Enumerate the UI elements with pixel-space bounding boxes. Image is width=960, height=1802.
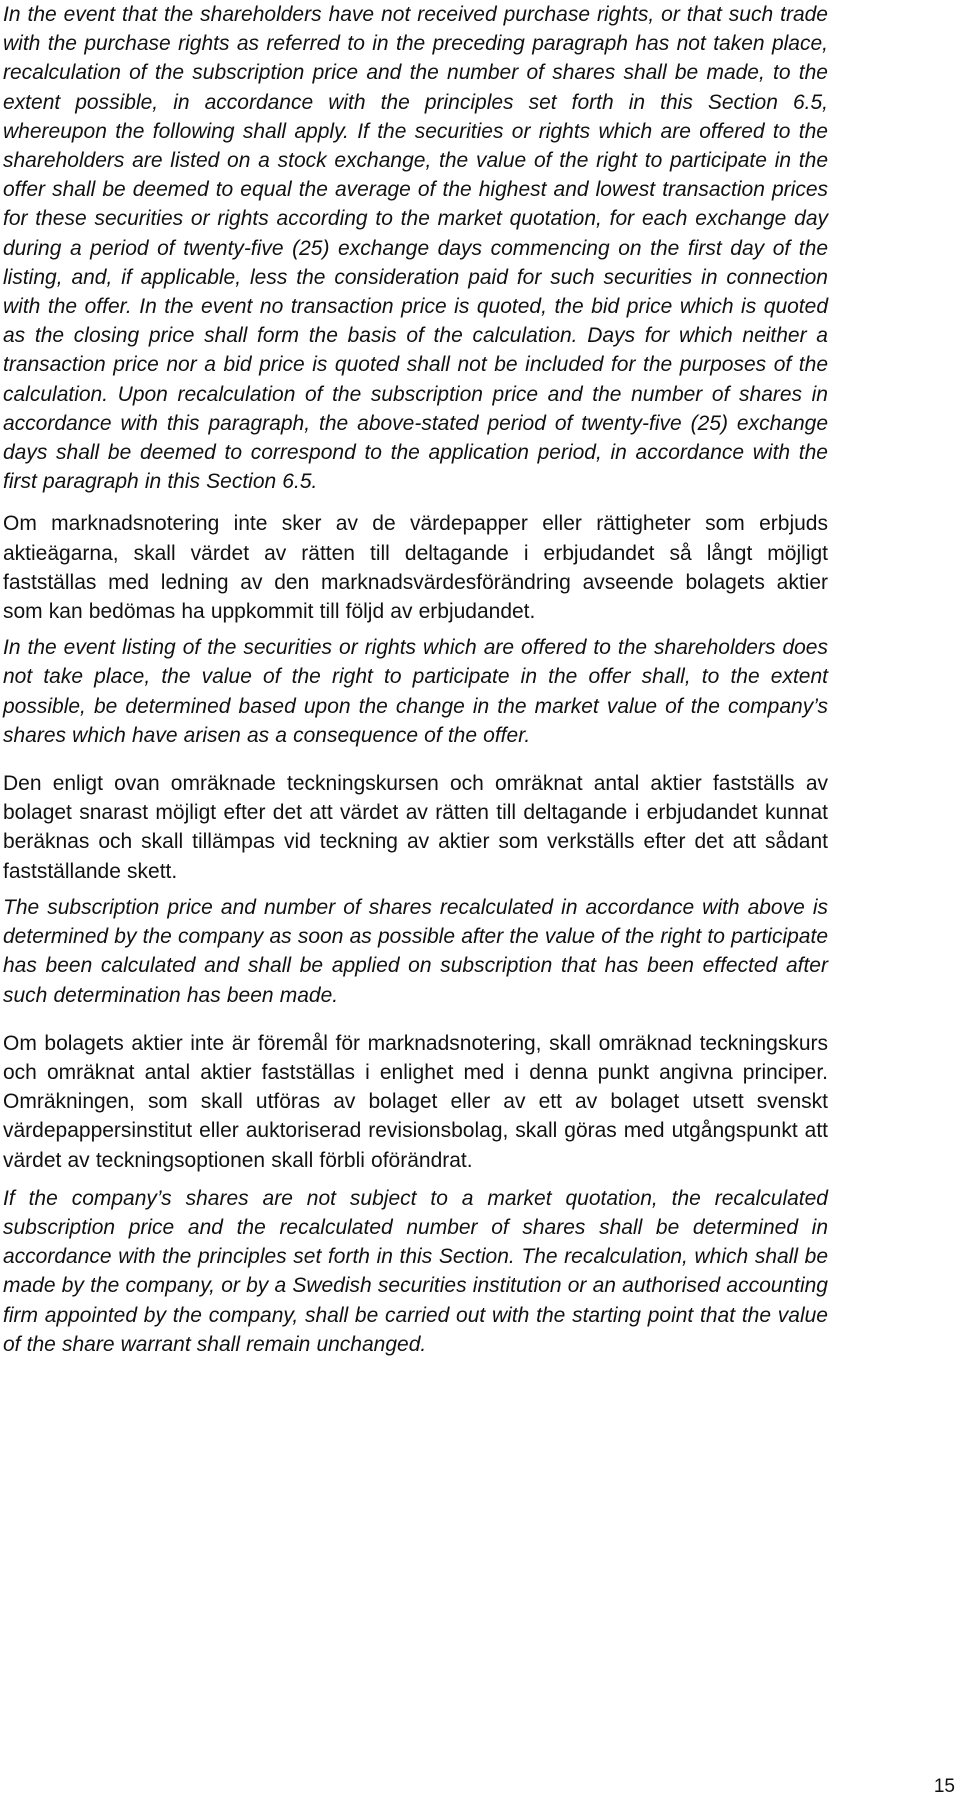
paragraph-english-recalculation-purchase-rights: In the event that the shareholders have not received purchase rights, or that such trade with the purchase rights as referred to in the preceding paragraph has not taken place, recalculation of the subscription price and the number of shares shall be made, to the extent possible, in accordance with the principles set forth in this Section 6.5, whereupon the following shall apply. If the securities or rights which are offered to the shareholders are listed on a stock exchange, the value of the right to participate in the offer shall be deemed to equal the average of the highest and lowest transaction prices for these securities or rights according to the market quotation, for each exchange day during a period of twenty-five (25) exchange days commencing on the first day of the listing, and, if applicable, less the consideration paid for such securities in connection with the offer. In the event no transaction price is quoted, the bid price which is quoted as the closing price shall form the basis of the calculation. Days for which neither a transaction price nor a bid price is quoted shall not be included for the purposes of the calculation. Upon recalculation of the subscription price and the number of shares in accordance with this paragraph, the above-stated period of twenty-five (25) exchange days shall be deemed to correspond to the application period, in accordance with the first paragraph in this Section 6.5. xyxy=(3,3,828,494)
page-number: 15 xyxy=(933,1776,955,1797)
paragraph-english-recalculated-price-determination: The subscription price and number of shares recalculated in accordance with above is determined by the company as soon as possible after the value of the right to participate has been calculated and shall be applied on subscription that has been effected after such determination has been made. xyxy=(3,895,828,1007)
paragraph-english-no-market-quotation: If the company’s shares are not subject to a market quotation, the recalculated subscription price and the recalculated number of shares shall be determined in accordance with the principles set forth in this Section. The recalculation, which shall be made by the company, or by a Swedish securities institution or an authorised accounting firm appointed by the company, shall be carried out with the starting point that the value of the share warrant shall remain unchanged. xyxy=(3,1186,828,1356)
paragraph-swedish-recalculated-price-determination: Den enligt ovan omräknade teckningskursen och omräknat antal aktier fastställs av bolaget snarast möjligt efter det att värdet av rätten till deltagande i erbjudandet kunnat beräknas och skall tillämpas vid teckning av aktier som verkställs efter det att sådant fastställande skett. xyxy=(3,772,828,883)
document-page xyxy=(3,0,828,1359)
paragraph-swedish-market-listing: Om marknadsnotering inte sker av de värdepapper eller rättigheter som erbjuds aktieägarna, skall värdet av rätten till deltagande i erbjudandet så långt möjligt fastställas med ledning av den marknadsvärdesförändring avseende bolagets aktier som kan bedömas ha uppkommit till följd av erbjudandet. xyxy=(3,512,828,624)
paragraph-swedish-no-market-quotation: Om bolagets aktier inte är föremål för marknadsnotering, skall omräknad teckningskurs och omräknat antal aktier fastställas i enlighet med i denna punkt angivna principer. Omräkningen, som skall utföras av bolaget eller av ett av bolaget utsett svenskt värdepappersinstitut eller auktoriserad revisionsbolag, skall göras med utgångspunkt att värdet av teckningsoptionen skall förbli oförändrat. xyxy=(3,1031,828,1172)
paragraph-english-listing-not-taking-place: In the event listing of the securities or rights which are offered to the shareholders does not take place, the value of the right to participate in the offer shall, to the extent possible, be determined based upon the change in the market value of the company’s shares which have arisen as a consequence of the offer. xyxy=(3,636,828,747)
